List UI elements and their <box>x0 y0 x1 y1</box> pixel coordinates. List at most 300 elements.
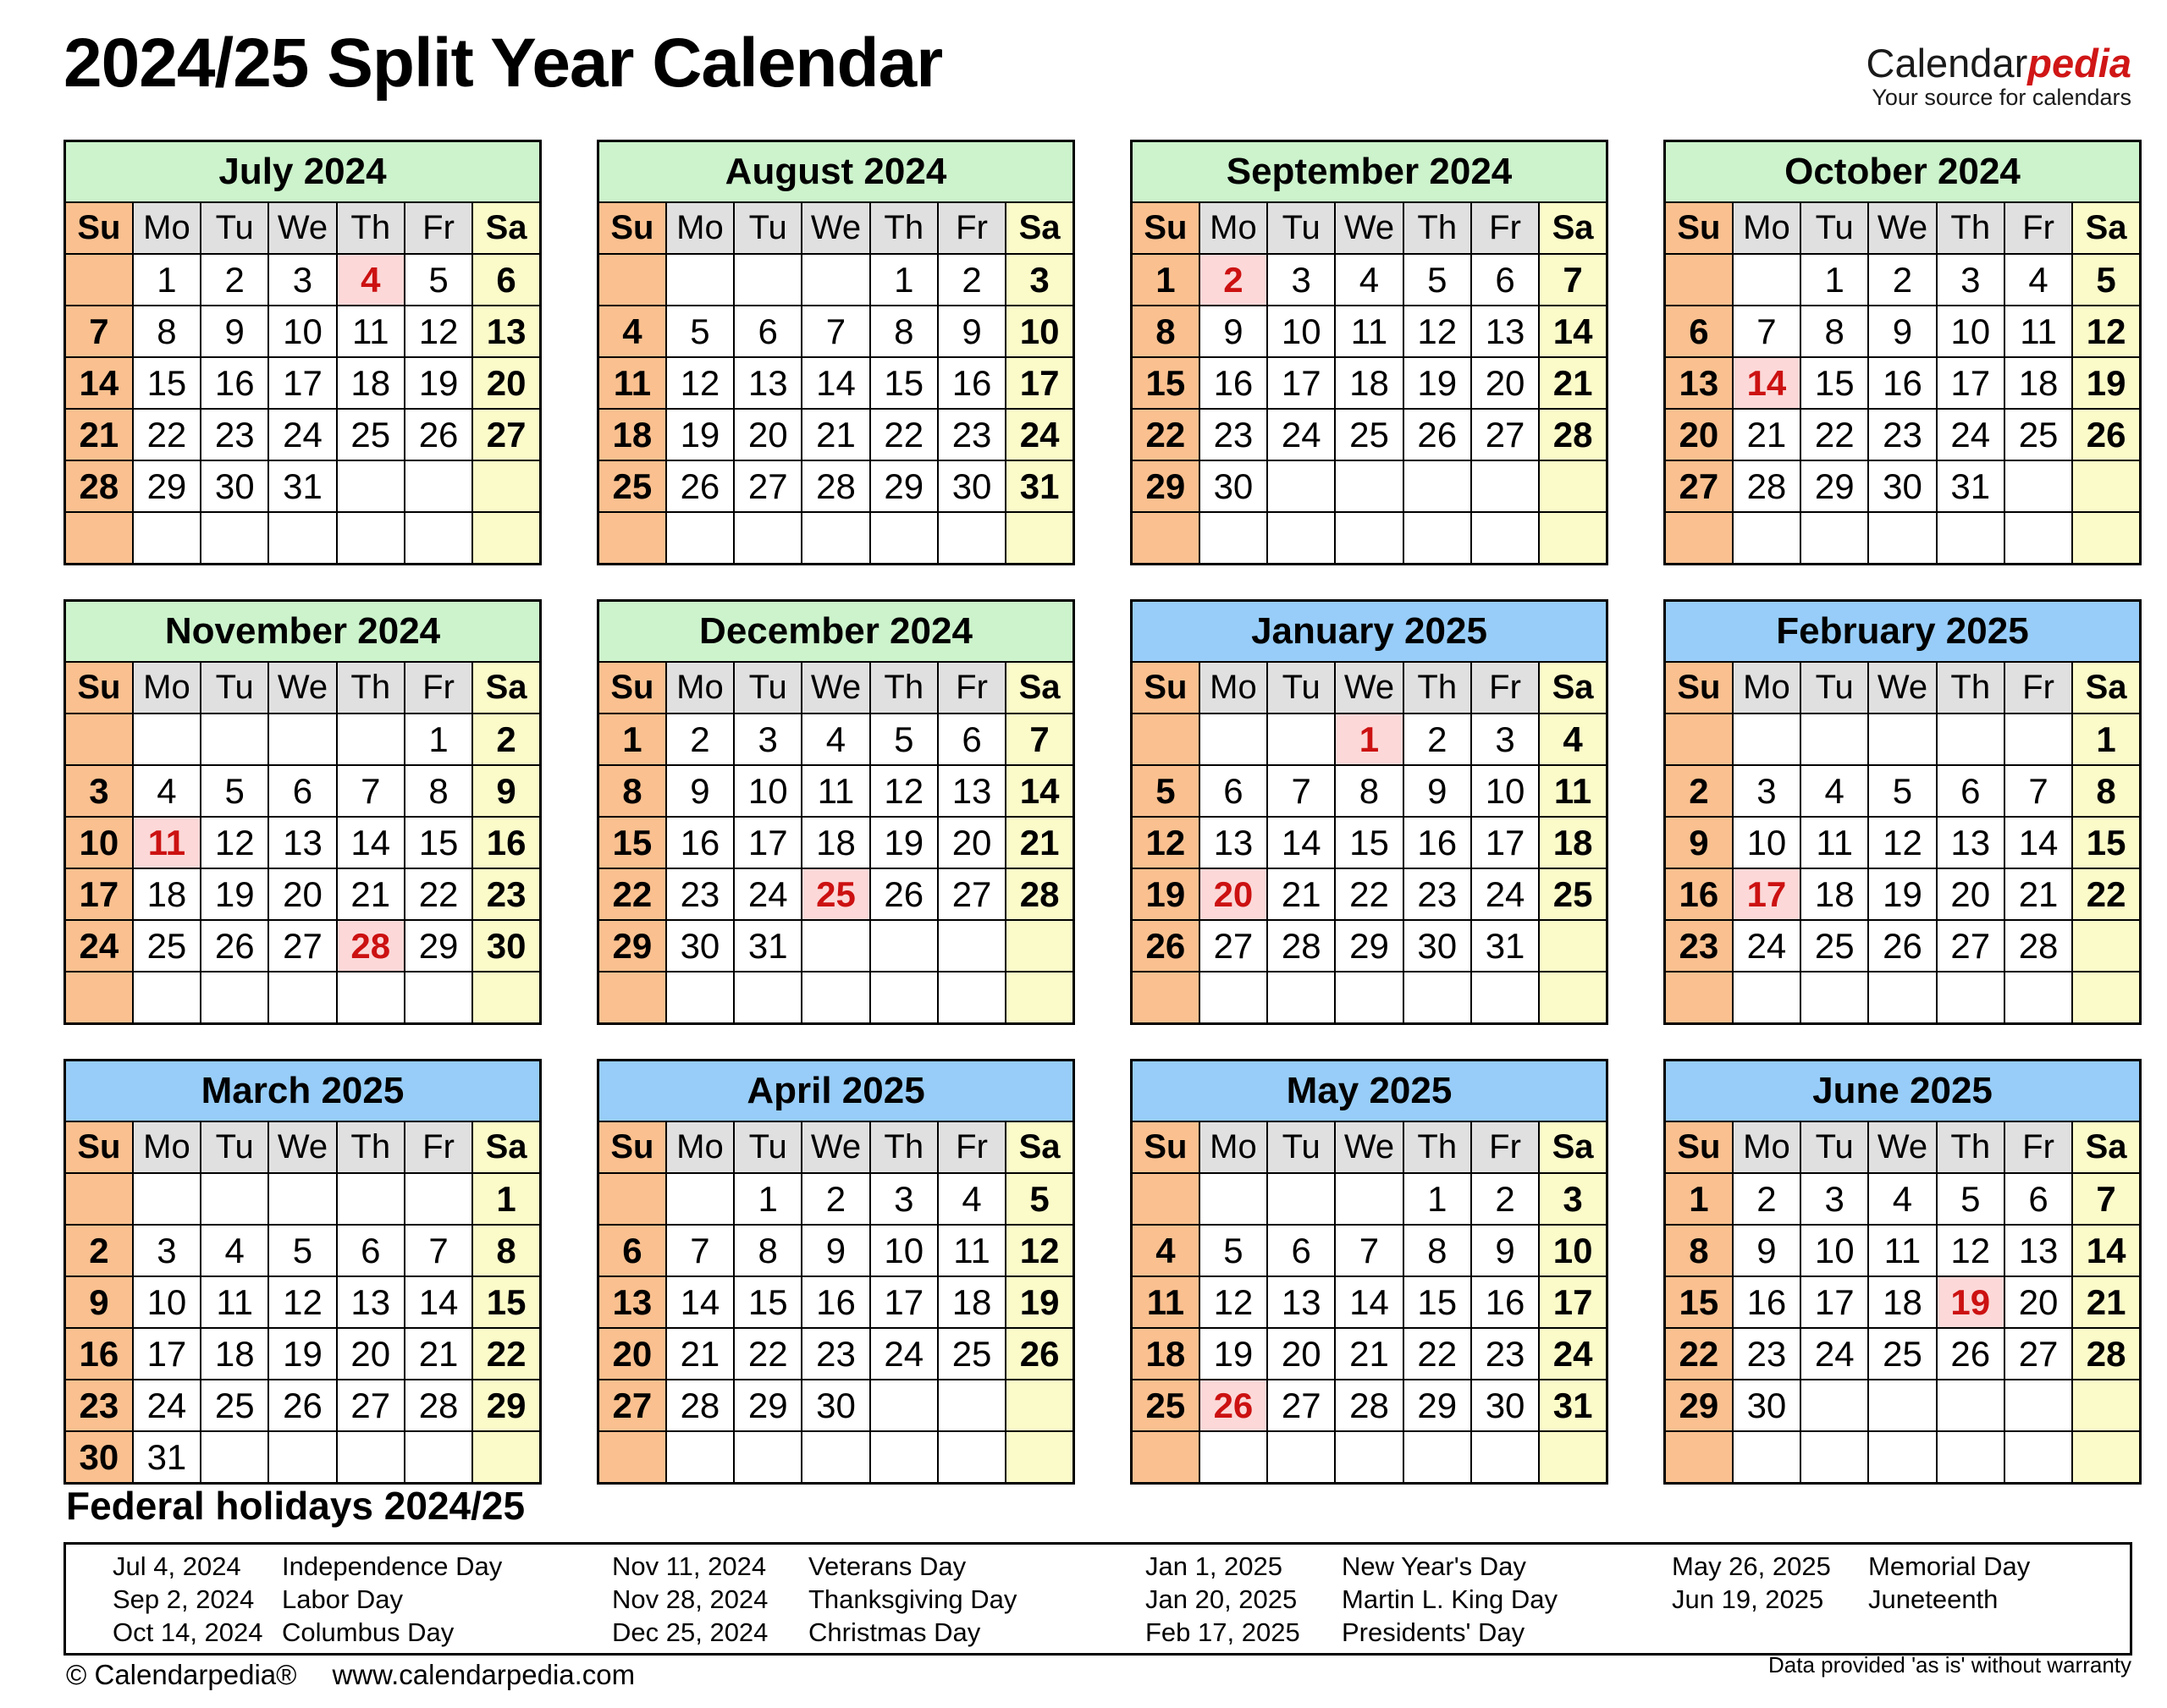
day-header-fr: Fr <box>1471 202 1539 254</box>
empty-day-cell <box>1403 972 1471 1024</box>
day-cell-21: 21 <box>666 1328 734 1380</box>
empty-day-cell <box>1403 1431 1471 1484</box>
day-cell-7: 7 <box>65 306 133 357</box>
day-cell-28: 28 <box>1006 868 1073 920</box>
empty-day-cell <box>201 972 268 1024</box>
empty-day-cell <box>1132 714 1199 765</box>
day-cell-16: 16 <box>1403 817 1471 868</box>
week-row <box>65 817 541 868</box>
day-cell-28: 28 <box>1733 460 1800 512</box>
day-cell-12: 12 <box>1006 1225 1073 1276</box>
day-cell-21: 21 <box>337 868 405 920</box>
day-cell-6: 6 <box>2004 1173 2072 1225</box>
day-cell-19: 19 <box>1868 868 1936 920</box>
day-cell-9: 9 <box>802 1225 869 1276</box>
day-cell-23: 23 <box>1403 868 1471 920</box>
day-cell-11: 11 <box>938 1225 1006 1276</box>
day-cell-21: 21 <box>2004 868 2072 920</box>
day-cell-2: 2 <box>1199 254 1267 306</box>
empty-day-cell <box>472 460 540 512</box>
week-row <box>1665 460 2141 512</box>
day-header-sa: Sa <box>2072 1121 2140 1173</box>
empty-day-cell <box>268 972 336 1024</box>
week-row <box>598 817 1074 868</box>
day-cell-31: 31 <box>734 920 802 972</box>
day-cell-21: 21 <box>2072 1276 2140 1328</box>
day-cell-30: 30 <box>472 920 540 972</box>
day-cell-25: 25 <box>133 920 201 972</box>
day-cell-26: 26 <box>1868 920 1936 972</box>
day-cell-25: 25 <box>598 460 666 512</box>
empty-day-cell <box>65 1173 133 1225</box>
day-cell-30: 30 <box>938 460 1006 512</box>
day-cell-18: 18 <box>1800 868 1868 920</box>
holiday-name: Presidents' Day <box>1342 1617 1525 1647</box>
day-cell-1: 1 <box>1403 1173 1471 1225</box>
day-cell-18: 18 <box>133 868 201 920</box>
empty-day-cell <box>2072 460 2140 512</box>
day-cell-8: 8 <box>1800 306 1868 357</box>
day-cell-10: 10 <box>1800 1225 1868 1276</box>
day-cell-6: 6 <box>1937 765 2004 817</box>
day-cell-24: 24 <box>268 409 336 460</box>
week-row <box>598 1431 1074 1484</box>
empty-day-cell <box>268 1431 336 1484</box>
day-cell-16: 16 <box>938 357 1006 409</box>
day-cell-27: 27 <box>268 920 336 972</box>
day-cell-1: 1 <box>133 254 201 306</box>
day-cell-7: 7 <box>337 765 405 817</box>
day-cell-10: 10 <box>133 1276 201 1328</box>
empty-day-cell <box>666 1173 734 1225</box>
day-cell-24: 24 <box>65 920 133 972</box>
day-cell-6: 6 <box>268 765 336 817</box>
day-cell-24: 24 <box>1471 868 1539 920</box>
empty-day-cell <box>268 512 336 565</box>
empty-day-cell <box>1471 460 1539 512</box>
day-cell-19: 19 <box>1199 1328 1267 1380</box>
empty-day-cell <box>734 254 802 306</box>
empty-day-cell <box>65 972 133 1024</box>
day-cell-20: 20 <box>734 409 802 460</box>
day-cell-24: 24 <box>133 1380 201 1431</box>
day-header-sa: Sa <box>2072 202 2140 254</box>
empty-day-cell <box>133 512 201 565</box>
day-cell-22: 22 <box>133 409 201 460</box>
day-cell-16: 16 <box>1199 357 1267 409</box>
day-cell-22: 22 <box>1800 409 1868 460</box>
empty-day-cell <box>1471 1431 1539 1484</box>
empty-day-cell <box>1937 972 2004 1024</box>
day-cell-23: 23 <box>201 409 268 460</box>
day-cell-11: 11 <box>133 817 201 868</box>
week-row <box>65 254 541 306</box>
day-cell-3: 3 <box>65 765 133 817</box>
day-cell-13: 13 <box>1199 817 1267 868</box>
week-row <box>598 1173 1074 1225</box>
day-cell-15: 15 <box>598 817 666 868</box>
empty-day-cell <box>201 1431 268 1484</box>
day-header-fr: Fr <box>938 1121 1006 1173</box>
empty-day-cell <box>472 512 540 565</box>
week-row <box>1665 765 2141 817</box>
empty-day-cell <box>666 512 734 565</box>
day-cell-19: 19 <box>1403 357 1471 409</box>
day-cell-6: 6 <box>938 714 1006 765</box>
day-cell-26: 26 <box>1937 1328 2004 1380</box>
empty-day-cell <box>666 254 734 306</box>
day-cell-9: 9 <box>1199 306 1267 357</box>
day-header-tu: Tu <box>1800 1121 1868 1173</box>
empty-day-cell <box>2072 920 2140 972</box>
week-row <box>598 409 1074 460</box>
week-row <box>1132 817 1607 868</box>
day-cell-21: 21 <box>1267 868 1335 920</box>
day-cell-15: 15 <box>1665 1276 1733 1328</box>
day-cell-23: 23 <box>1733 1328 1800 1380</box>
day-cell-14: 14 <box>337 817 405 868</box>
day-cell-18: 18 <box>201 1328 268 1380</box>
day-cell-21: 21 <box>802 409 869 460</box>
empty-day-cell <box>1665 254 1733 306</box>
day-cell-15: 15 <box>1403 1276 1471 1328</box>
day-cell-3: 3 <box>268 254 336 306</box>
day-header-fr: Fr <box>405 1121 472 1173</box>
month-title: June 2025 <box>1665 1061 2141 1122</box>
month-october-2024 <box>1663 140 2142 565</box>
empty-day-cell <box>133 714 201 765</box>
empty-day-cell <box>1800 512 1868 565</box>
day-cell-1: 1 <box>1132 254 1199 306</box>
empty-day-cell <box>337 1431 405 1484</box>
day-cell-9: 9 <box>201 306 268 357</box>
day-cell-20: 20 <box>1267 1328 1335 1380</box>
empty-day-cell <box>1267 972 1335 1024</box>
week-row <box>598 972 1074 1024</box>
empty-day-cell <box>2072 972 2140 1024</box>
day-header-sa: Sa <box>1539 1121 1607 1173</box>
day-cell-10: 10 <box>734 765 802 817</box>
week-row <box>598 1225 1074 1276</box>
day-cell-7: 7 <box>1539 254 1607 306</box>
day-cell-20: 20 <box>268 868 336 920</box>
empty-day-cell <box>802 254 869 306</box>
day-cell-18: 18 <box>337 357 405 409</box>
day-cell-13: 13 <box>1471 306 1539 357</box>
empty-day-cell <box>337 512 405 565</box>
day-cell-7: 7 <box>1335 1225 1403 1276</box>
day-cell-10: 10 <box>65 817 133 868</box>
empty-day-cell <box>598 972 666 1024</box>
empty-day-cell <box>1403 460 1471 512</box>
empty-day-cell <box>938 1380 1006 1431</box>
day-header-we: We <box>1868 662 1936 714</box>
empty-day-cell <box>65 254 133 306</box>
holiday-date: Oct 14, 2024 <box>113 1617 263 1647</box>
week-row <box>1665 254 2141 306</box>
day-header-su: Su <box>598 662 666 714</box>
week-row <box>1665 1380 2141 1431</box>
empty-day-cell <box>405 1431 472 1484</box>
footer-disclaimer: Data provided 'as is' without warranty <box>1767 1652 2131 1678</box>
holiday-date: Nov 28, 2024 <box>612 1584 769 1614</box>
day-cell-10: 10 <box>1267 306 1335 357</box>
day-cell-29: 29 <box>133 460 201 512</box>
day-cell-13: 13 <box>598 1276 666 1328</box>
day-header-mo: Mo <box>1199 202 1267 254</box>
day-cell-29: 29 <box>1335 920 1403 972</box>
day-cell-6: 6 <box>1471 254 1539 306</box>
day-cell-2: 2 <box>802 1173 869 1225</box>
day-cell-21: 21 <box>1006 817 1073 868</box>
day-header-su: Su <box>65 202 133 254</box>
day-cell-13: 13 <box>938 765 1006 817</box>
page-title: 2024/25 Split Year Calendar <box>63 25 943 102</box>
day-cell-11: 11 <box>1335 306 1403 357</box>
day-header-mo: Mo <box>1199 1121 1267 1173</box>
week-row <box>1132 1276 1607 1328</box>
day-cell-12: 12 <box>268 1276 336 1328</box>
day-header-fr: Fr <box>938 202 1006 254</box>
empty-day-cell <box>938 1431 1006 1484</box>
week-row <box>1132 409 1607 460</box>
month-title: July 2024 <box>65 141 541 203</box>
empty-day-cell <box>1267 714 1335 765</box>
week-row <box>1132 306 1607 357</box>
month-april-2025 <box>597 1059 1075 1485</box>
day-header-sa: Sa <box>472 1121 540 1173</box>
holiday-name: Juneteenth <box>1868 1584 1999 1614</box>
empty-day-cell <box>666 972 734 1024</box>
empty-day-cell <box>1539 972 1607 1024</box>
empty-day-cell <box>1006 1431 1073 1484</box>
empty-day-cell <box>598 1173 666 1225</box>
week-row <box>1665 1225 2141 1276</box>
day-cell-12: 12 <box>1403 306 1471 357</box>
day-cell-6: 6 <box>1665 306 1733 357</box>
week-row <box>1665 714 2141 765</box>
day-cell-17: 17 <box>1471 817 1539 868</box>
day-cell-8: 8 <box>598 765 666 817</box>
week-row <box>1132 1328 1607 1380</box>
empty-day-cell <box>65 512 133 565</box>
day-cell-11: 11 <box>1539 765 1607 817</box>
month-january-2025 <box>1130 599 1608 1025</box>
week-row <box>65 512 541 565</box>
day-cell-4: 4 <box>1800 765 1868 817</box>
day-cell-20: 20 <box>1471 357 1539 409</box>
day-cell-9: 9 <box>1868 306 1936 357</box>
day-header-tu: Tu <box>1267 202 1335 254</box>
day-cell-28: 28 <box>337 920 405 972</box>
day-cell-2: 2 <box>472 714 540 765</box>
holiday-name: Veterans Day <box>808 1551 967 1581</box>
day-header-th: Th <box>1937 1121 2004 1173</box>
day-cell-1: 1 <box>1665 1173 1733 1225</box>
day-header-tu: Tu <box>734 1121 802 1173</box>
day-cell-20: 20 <box>2004 1276 2072 1328</box>
day-cell-26: 26 <box>201 920 268 972</box>
empty-day-cell <box>1335 512 1403 565</box>
day-cell-10: 10 <box>268 306 336 357</box>
holiday-date: Nov 11, 2024 <box>612 1551 767 1581</box>
week-row <box>65 1225 541 1276</box>
day-cell-7: 7 <box>405 1225 472 1276</box>
day-header-tu: Tu <box>1800 662 1868 714</box>
day-cell-3: 3 <box>1937 254 2004 306</box>
day-cell-13: 13 <box>1665 357 1733 409</box>
day-header-sa: Sa <box>1539 662 1607 714</box>
week-row <box>598 714 1074 765</box>
day-cell-9: 9 <box>938 306 1006 357</box>
holiday-name: Labor Day <box>282 1584 404 1614</box>
empty-day-cell <box>1006 972 1073 1024</box>
day-header-su: Su <box>65 662 133 714</box>
empty-day-cell <box>2072 1431 2140 1484</box>
day-header-tu: Tu <box>201 202 268 254</box>
day-header-we: We <box>1868 1121 1936 1173</box>
empty-day-cell <box>472 972 540 1024</box>
week-row <box>1132 765 1607 817</box>
day-cell-25: 25 <box>1868 1328 1936 1380</box>
empty-day-cell <box>133 1173 201 1225</box>
week-row <box>65 306 541 357</box>
empty-day-cell <box>1733 1431 1800 1484</box>
day-cell-5: 5 <box>1132 765 1199 817</box>
month-title: April 2025 <box>598 1061 1074 1122</box>
month-title: October 2024 <box>1665 141 2141 203</box>
week-row <box>65 460 541 512</box>
empty-day-cell <box>1868 714 1936 765</box>
day-header-sa: Sa <box>2072 662 2140 714</box>
day-cell-7: 7 <box>1267 765 1335 817</box>
day-cell-9: 9 <box>1471 1225 1539 1276</box>
day-cell-8: 8 <box>1335 765 1403 817</box>
day-cell-16: 16 <box>472 817 540 868</box>
holiday-name: Christmas Day <box>808 1617 981 1647</box>
day-cell-28: 28 <box>1267 920 1335 972</box>
day-header-fr: Fr <box>405 662 472 714</box>
month-july-2024 <box>63 140 542 565</box>
day-header-th: Th <box>1403 1121 1471 1173</box>
day-cell-2: 2 <box>938 254 1006 306</box>
empty-day-cell <box>1733 254 1800 306</box>
day-cell-4: 4 <box>1335 254 1403 306</box>
day-cell-18: 18 <box>2004 357 2072 409</box>
day-cell-17: 17 <box>1267 357 1335 409</box>
week-row <box>1132 714 1607 765</box>
calendarpedia-logo <box>1866 42 2132 110</box>
day-cell-17: 17 <box>1539 1276 1607 1328</box>
day-cell-15: 15 <box>1132 357 1199 409</box>
day-cell-7: 7 <box>1733 306 1800 357</box>
day-cell-18: 18 <box>1868 1276 1936 1328</box>
week-row <box>1132 357 1607 409</box>
day-header-mo: Mo <box>1733 662 1800 714</box>
day-cell-11: 11 <box>337 306 405 357</box>
week-row <box>1665 868 2141 920</box>
day-cell-1: 1 <box>870 254 938 306</box>
day-cell-25: 25 <box>1539 868 1607 920</box>
holiday-date: Jan 1, 2025 <box>1145 1551 1283 1581</box>
website-link[interactable]: www.calendarpedia.com <box>332 1659 636 1690</box>
day-cell-11: 11 <box>1800 817 1868 868</box>
day-cell-4: 4 <box>802 714 869 765</box>
day-cell-11: 11 <box>598 357 666 409</box>
empty-day-cell <box>1665 714 1733 765</box>
day-cell-1: 1 <box>1800 254 1868 306</box>
empty-day-cell <box>734 1431 802 1484</box>
empty-day-cell <box>405 512 472 565</box>
day-cell-17: 17 <box>1800 1276 1868 1328</box>
empty-day-cell <box>870 920 938 972</box>
day-cell-15: 15 <box>1335 817 1403 868</box>
empty-day-cell <box>1335 1431 1403 1484</box>
day-cell-18: 18 <box>938 1276 1006 1328</box>
day-cell-14: 14 <box>1539 306 1607 357</box>
day-cell-22: 22 <box>2072 868 2140 920</box>
day-cell-20: 20 <box>337 1328 405 1380</box>
empty-day-cell <box>1199 1173 1267 1225</box>
holiday-date: May 26, 2025 <box>1672 1551 1831 1581</box>
day-cell-28: 28 <box>65 460 133 512</box>
day-cell-29: 29 <box>734 1380 802 1431</box>
day-cell-22: 22 <box>405 868 472 920</box>
day-cell-26: 26 <box>405 409 472 460</box>
day-cell-20: 20 <box>598 1328 666 1380</box>
week-row <box>1132 920 1607 972</box>
empty-day-cell <box>1868 1380 1936 1431</box>
day-cell-27: 27 <box>1199 920 1267 972</box>
empty-day-cell <box>2004 714 2072 765</box>
day-cell-1: 1 <box>2072 714 2140 765</box>
empty-day-cell <box>1868 1431 1936 1484</box>
empty-day-cell <box>598 254 666 306</box>
day-cell-17: 17 <box>1733 868 1800 920</box>
week-row <box>1665 512 2141 565</box>
day-cell-26: 26 <box>1132 920 1199 972</box>
day-header-sa: Sa <box>1006 662 1073 714</box>
day-header-su: Su <box>1132 662 1199 714</box>
empty-day-cell <box>337 1173 405 1225</box>
day-cell-12: 12 <box>405 306 472 357</box>
month-title: March 2025 <box>65 1061 541 1122</box>
day-header-mo: Mo <box>1733 202 1800 254</box>
day-cell-3: 3 <box>870 1173 938 1225</box>
day-cell-25: 25 <box>2004 409 2072 460</box>
day-cell-18: 18 <box>1132 1328 1199 1380</box>
day-cell-8: 8 <box>133 306 201 357</box>
day-cell-31: 31 <box>133 1431 201 1484</box>
empty-day-cell <box>268 714 336 765</box>
month-title: September 2024 <box>1132 141 1607 203</box>
week-row <box>1665 1173 2141 1225</box>
day-cell-27: 27 <box>337 1380 405 1431</box>
day-cell-6: 6 <box>734 306 802 357</box>
day-cell-27: 27 <box>1267 1380 1335 1431</box>
day-header-we: We <box>268 202 336 254</box>
day-cell-21: 21 <box>405 1328 472 1380</box>
day-cell-24: 24 <box>1539 1328 1607 1380</box>
empty-day-cell <box>802 1431 869 1484</box>
day-header-tu: Tu <box>1267 1121 1335 1173</box>
empty-day-cell <box>598 512 666 565</box>
day-cell-5: 5 <box>2072 254 2140 306</box>
day-header-we: We <box>1868 202 1936 254</box>
day-cell-19: 19 <box>870 817 938 868</box>
week-row <box>65 714 541 765</box>
empty-day-cell <box>405 1173 472 1225</box>
